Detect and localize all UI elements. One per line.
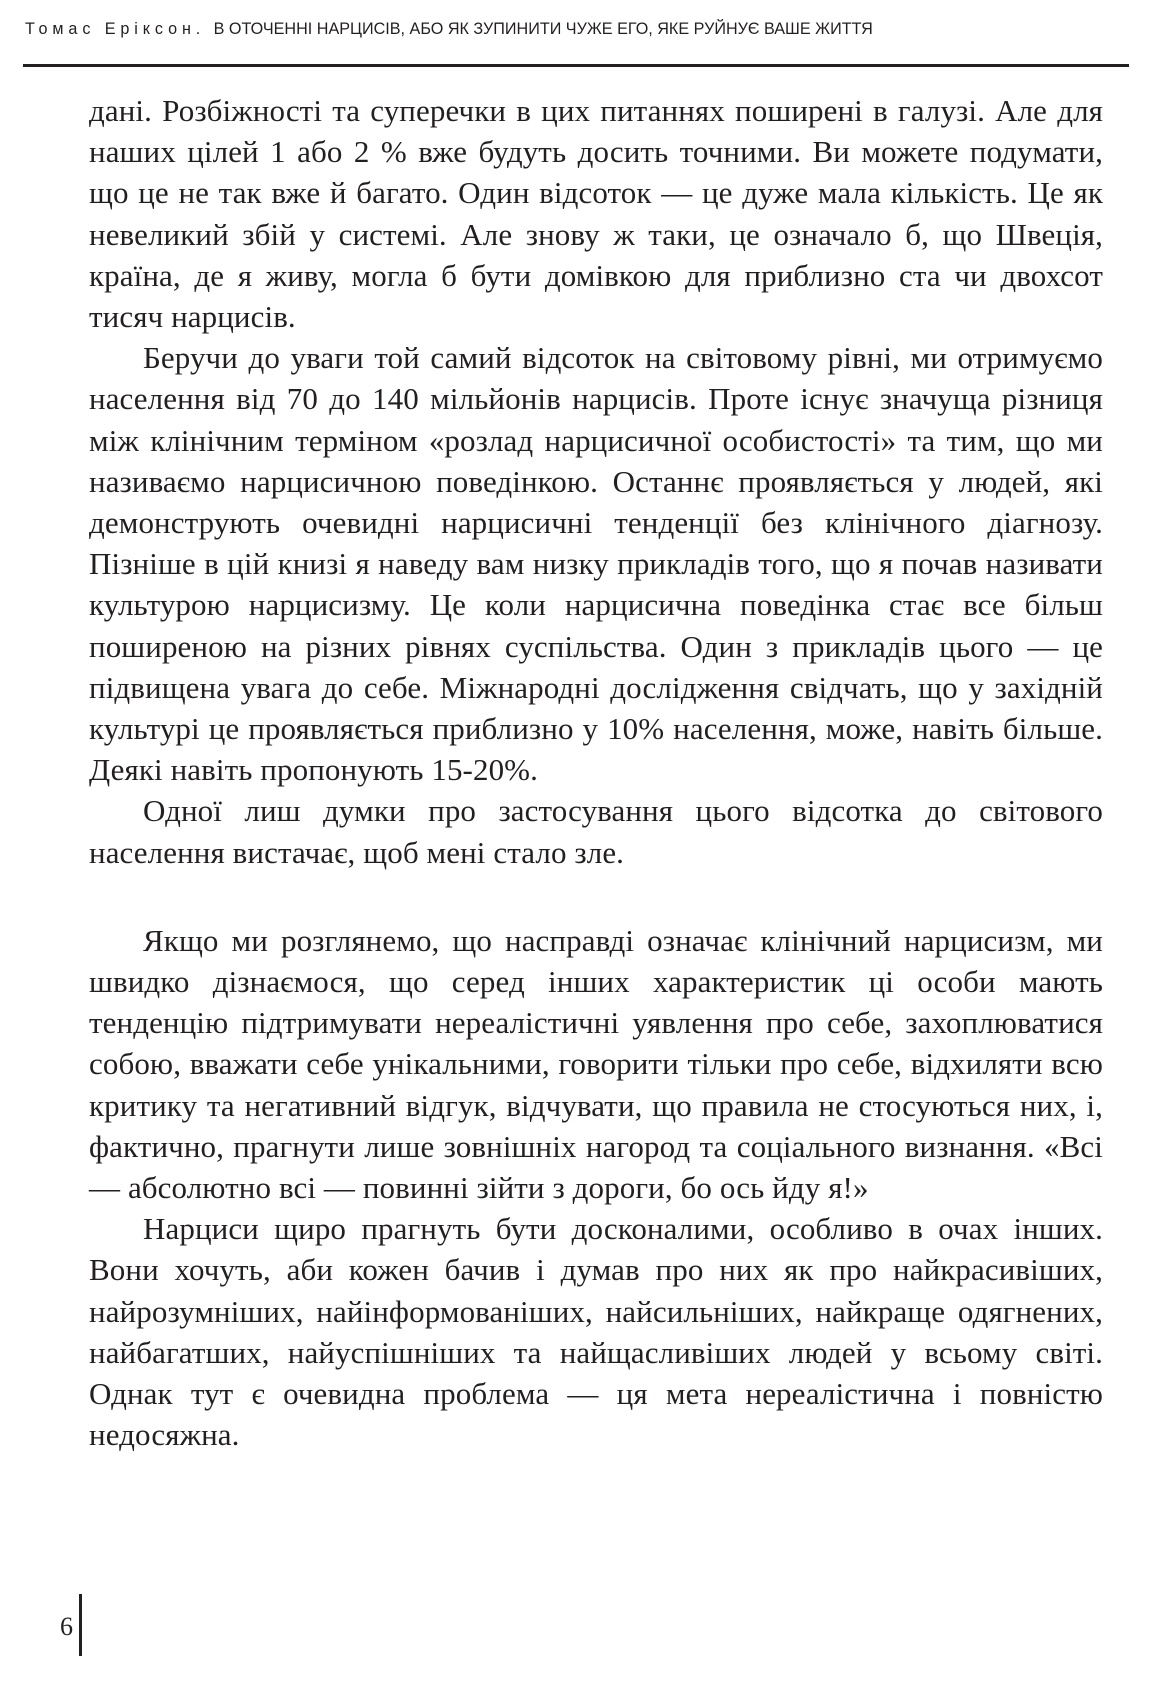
paragraph: Беручи до уваги той самий відсоток на світовому рівні, ми отримуємо населення від 70 до 140 мільйонів нарцисів. Проте існує значуща різниця між клінічним терміном «розлад нарцисичної особистості» та тим, що ми називаємо нарцисичною поведінкою. Останнє проявляється у людей, які демонструють очевидні нарцисичні тенденції без клінічного діагнозу. Пізніше в цій книзі я наведу вам низку прикладів того, що я почав називати культурою нарцисизму. Це коли нарцисична поведінка стає все більш поширеною на різних рівнях суспільства. Один з прикладів цього — це підвищена увага до себе. Міжнародні дослідження свідчать, що у західній культурі це проявляється приблизно у 10% населення, може, навіть більше. Деякі навіть пропонують 15-20%. [89, 340, 1103, 788]
header-book-title: В ОТОЧЕННІ НАРЦИСІВ, АБО ЯК ЗУПИНИТИ ЧУЖЕ ЕГО, ЯКЕ РУЙНУЄ ВАШЕ ЖИТТЯ [213, 20, 873, 38]
header-author: Томас Еріксон. [25, 20, 206, 38]
paragraph: Якщо ми розглянемо, що насправді означає клінічний нарцисизм, ми швидко дізнаємося, що серед інших характеристик ці особи мають тенденцію підтримувати нереалістичні уявлення про себе, захоплюватися собою, вважати себе унікальними, говорити тільки про себе, відхиляти всю критику та негативний відгук, відчувати, що правила не стосуються них, і, фактично, прагнути лише зовнішніх нагород та соціального визнання. «Всі — абсолютно всі — повинні зійти з дороги, бо ось йду я!» [89, 922, 1103, 1206]
paragraph: дані. Розбіжності та суперечки в цих питаннях поширені в галузі. Але для наших цілей 1 або 2 % вже будуть досить точними. Ви можете подумати, що це не так вже й багато. Один відсоток — це дуже мала кількість. Це як невеликий збій у системі. Але знову ж таки, це означало б, що Швеція, країна, де я живу, могла б бути домівкою для приблизно ста чи двохсот тисяч нарцисів. [89, 93, 1103, 335]
page-number-divider [79, 1594, 82, 1656]
paragraph: Нарциси щиро прагнуть бути досконалими, особливо в очах інших. Вони хочуть, аби кожен бачив і думав про них як про найкрасивіших, найрозумніших, найінформованіших, найсильніших, найкраще одягнених, найбагатших, найуспішніших та найщасливіших людей у всьому світі. Однак тут є очевидна проблема — ця мета нереалістична і повністю недосяжна. [89, 1211, 1103, 1453]
header-divider [23, 64, 1129, 67]
body-text [89, 90, 1103, 1456]
page-number: 6 [60, 1612, 73, 1641]
paragraph: Одної лиш думки про застосування цього відсотка до світового населення вистачає, щоб мені стало зле. [89, 793, 1103, 870]
running-header [25, 19, 1123, 39]
